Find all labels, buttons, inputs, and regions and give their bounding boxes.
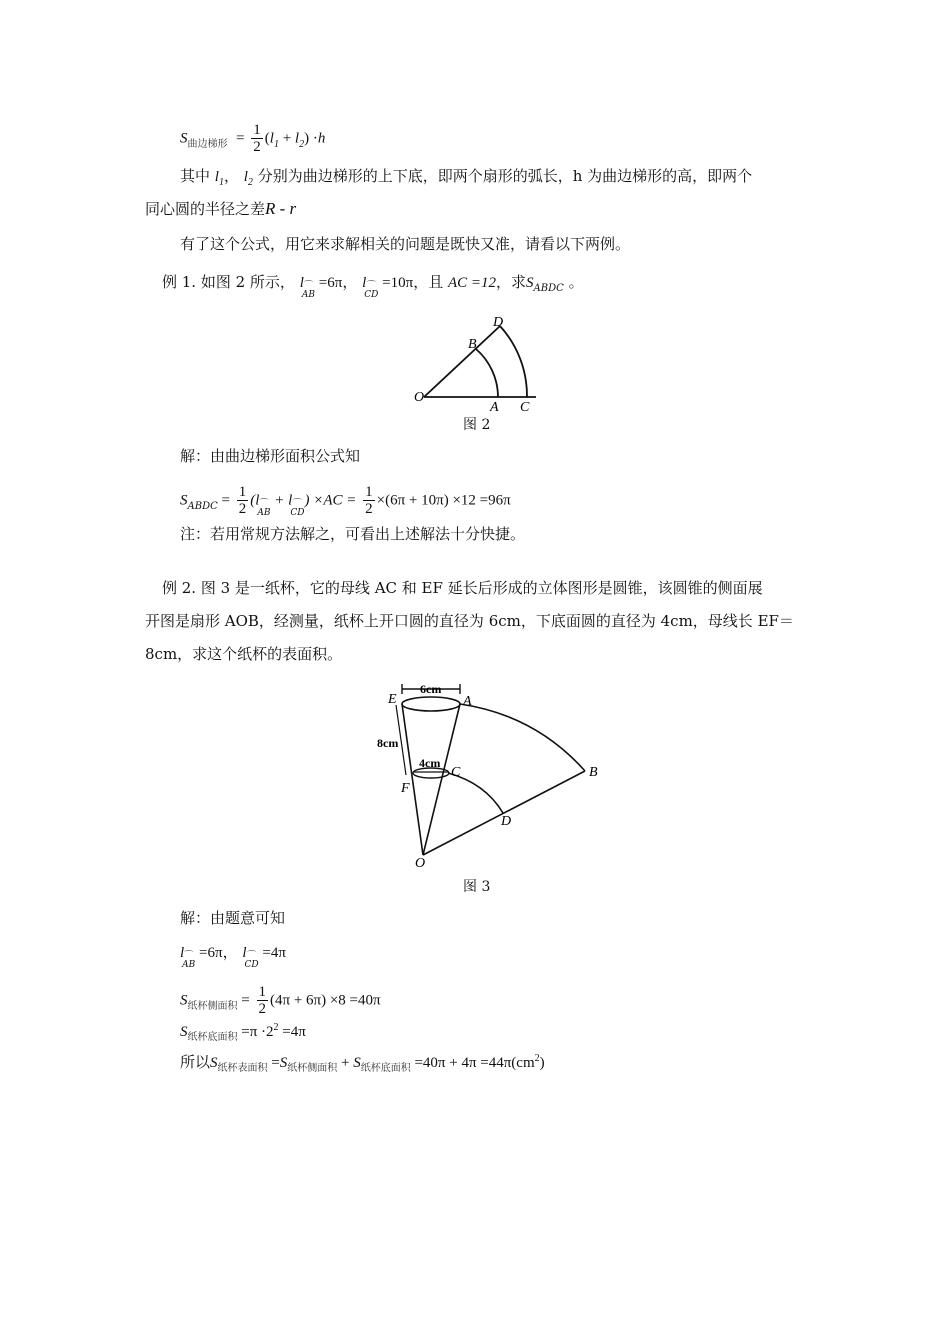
paragraph-definitions-line2: 同心圆的半径之差R - r — [145, 199, 297, 218]
fig2-label-c: C — [520, 400, 530, 412]
solution-2-total-area: 所以$S_{纸杯表面积} =S_{纸杯侧面积} + S_{纸杯底面积} =40\pi + 4\pi =44\pi(cm^2)$ — [180, 1053, 545, 1074]
figure-3-paper-cup — [375, 675, 605, 870]
solution-2-arc-lengths: l ⌒ AB =6π， l ⌒ CD =4π — [180, 945, 286, 970]
example-2-line2: 开图是扇形 AOB，经测量，纸杯上开口圆的直径为 6cm，下底面圆的直径为 4cm，母线长 EF＝ — [145, 612, 794, 630]
fig3-label-bottom: 4cm — [419, 756, 441, 770]
formula-trapezoid-area: $S_{曲边梯形}$ = $\frac{1}{2}$ $(l_1 + l_2) \cdot h$ — [180, 122, 326, 155]
fig3-label-a: A — [463, 694, 472, 709]
fig3-label-f: F — [401, 781, 410, 796]
fig3-label-c: C — [451, 765, 461, 780]
fig2-label-o: O — [414, 390, 425, 405]
example-2-line1: 例 2. 图 3 是一纸杯，它的母线 AC 和 EF 延长后形成的立体图形是圆锥，该圆锥的侧面展 — [162, 579, 763, 597]
paragraph-intro-examples: 有了这个公式，用它来求解相关的问题是既快又准，请看以下两例。 — [180, 235, 631, 253]
figure-2-sectors — [410, 312, 550, 412]
fig3-label-e: E — [388, 692, 397, 707]
solution-1-formula: $S_{ABDC}$ = $\frac{1}{2}$ (l ⌒ AB + l ⌒ CD ) ×AC = $\frac{1}{2}$ ×(6π + 10π) ×12 =96π — [180, 484, 511, 518]
fig2-label-a: A — [490, 400, 499, 412]
fig3-label-side: 8cm — [377, 736, 399, 750]
fig3-label-top: 6cm — [420, 682, 442, 696]
figure-3-caption: 图 3 — [463, 879, 491, 895]
example-2-line3: 8cm，求这个纸杯的表面积。 — [145, 645, 343, 663]
fig2-label-b: B — [468, 337, 477, 352]
paragraph-definitions: 其中 $l_1$， $l_2$ 分别为曲边梯形的上下底，即两个扇形的弧长，h 为曲边梯形的高，即两个 — [180, 167, 753, 188]
figure-2-caption: 图 2 — [463, 417, 491, 433]
solution-1-intro: 解：由曲边梯形面积公式知 — [180, 447, 361, 465]
fig3-label-o: O — [415, 856, 426, 870]
fig3-label-d: D — [501, 814, 512, 829]
fig3-label-b: B — [589, 765, 598, 780]
example-1-statement: 例 1. 如图 2 所示， l ⌒ AB =6π， l ⌒ CD =10π，且 AC =12，求$S_{ABDC}$ 。 — [162, 273, 584, 300]
solution-2-side-area: $S_{纸杯侧面积}$ = $\frac{1}{2}$ (4π + 6π) ×8 =40π — [180, 984, 381, 1017]
solution-2-base-area: $S_{纸杯底面积} =\pi \cdot 2^2 =4\pi$ — [180, 1022, 306, 1043]
solution-1-note: 注：若用常规方法解之，可看出上述解法十分快捷。 — [180, 525, 526, 543]
fig2-label-d: D — [493, 315, 504, 330]
solution-2-intro: 解：由题意可知 — [180, 909, 286, 927]
fraction-half: $\frac{1}{2}$ — [253, 122, 261, 155]
